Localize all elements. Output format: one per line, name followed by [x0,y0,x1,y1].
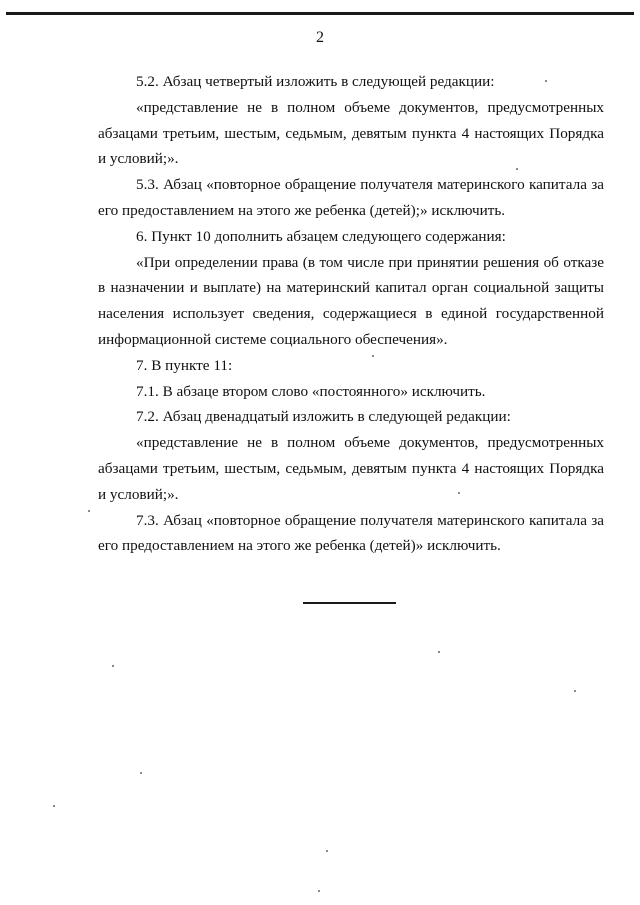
paragraph-7-3: 7.3. Абзац «повторное обращение получателя материнского капитала за его предоставлением на этого же ребенка (детей)» исключить. [98,511,604,555]
paragraph-7-2-heading: 7.2. Абзац двенадцатый изложить в следующей редакции: [136,408,511,426]
paragraph-5-3: 5.3. Абзац «повторное обращение получателя материнского капитала за его предоставлением на этого же ребенка (детей);» исключить. [98,176,604,219]
paragraph-7-2-text: «представление не в полном объеме документов, предусмотренных абзацами третьим, шестым, седьмым, девятым пункта 4 настоящих Порядка и условий;». [98,434,604,503]
scan-speck [140,772,142,774]
scan-speck [438,651,440,653]
scan-speck [112,665,114,667]
page-number: 2 [316,29,324,46]
paragraph-7-1: 7.1. В абзаце втором слово «постоянного» исключить. [136,382,486,400]
scan-speck [372,355,374,357]
scan-speck [516,168,518,170]
scan-speck [318,890,320,892]
paragraph-5-2-heading: 5.2. Абзац четвертый изложить в следующей редакции: [136,73,495,90]
paragraph-6-heading: 6. Пункт 10 дополнить абзацем следующего содержания: [136,227,506,245]
scan-speck [88,510,90,512]
end-of-document-line [303,602,396,604]
scan-speck [574,690,576,692]
scan-speck [545,80,547,82]
scan-speck [458,492,460,494]
top-border-line [6,12,634,15]
scan-speck [53,805,55,807]
paragraph-5-2-text: «представление не в полном объеме документов, предусмотренных абзацами третьим, шестым, седьмым, девятым пункта 4 настоящих Порядка и условий;». [98,98,604,168]
paragraph-7-heading: 7. В пункте 11: [136,356,233,374]
paragraph-6-text: «При определении права (в том числе при принятии решения об отказе в назначении и выплате) на материнский капитал орган социальной защиты населения использует сведения, содержащиеся в единой государственной информационной системе социального обеспечения». [98,253,604,348]
document-body [98,69,604,559]
scan-speck [326,850,328,852]
